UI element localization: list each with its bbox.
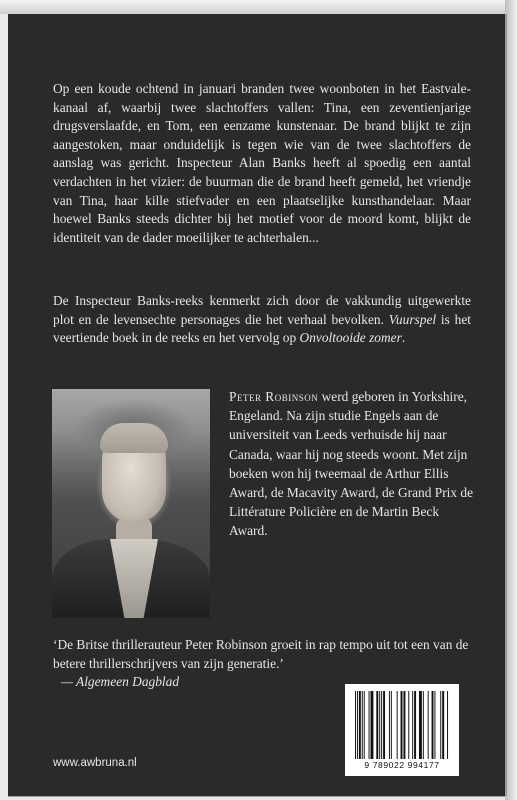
barcode-bar bbox=[419, 691, 422, 759]
author-photo bbox=[52, 389, 210, 618]
barcode-bar bbox=[359, 691, 361, 759]
barcode-bar bbox=[423, 691, 424, 759]
barcode-bar bbox=[362, 691, 363, 759]
press-quote-source: — Algemeen Dagblad bbox=[61, 674, 180, 689]
series-text-1: De Inspecteur Banks-reeks kenmerkt zich door de vakkundig uitgewerkte plot en de levensechte personages die het verhaal bevolken. bbox=[53, 293, 471, 327]
barcode-bar bbox=[355, 691, 356, 759]
barcode-bar bbox=[412, 691, 413, 759]
barcode-bar bbox=[357, 691, 358, 759]
barcode-bar bbox=[391, 691, 392, 759]
barcode-bar bbox=[403, 691, 405, 759]
book-page-edge bbox=[505, 0, 517, 800]
barcode-bar bbox=[364, 691, 365, 759]
barcode-bar bbox=[389, 691, 390, 759]
barcode-bar bbox=[432, 691, 434, 759]
series-paragraph bbox=[53, 292, 471, 348]
author-bio-text: werd geboren in Yorkshire, Engeland. Na zijn studie Engels aan de universiteit van Leeds verhuisde hij naar Canada, waar hij nog steeds woont. Met zijn boeken won hij tweemaal de Arthur Ellis Award, de Macavity Award, de Grand Prix de Littérature Policière en de Martin Beck Award. bbox=[229, 389, 474, 539]
author-bio bbox=[229, 387, 474, 541]
barcode-bar bbox=[434, 691, 435, 759]
book-top-edge bbox=[0, 0, 517, 14]
barcode-bar bbox=[442, 691, 444, 759]
barcode-bar bbox=[408, 691, 409, 759]
isbn-barcode bbox=[345, 684, 459, 776]
barcode-bar bbox=[428, 691, 429, 759]
series-text-2: is het veertiende boek in de reeks en het vervolg op bbox=[53, 311, 471, 346]
isbn-digits: 9 789022 994177 bbox=[364, 760, 440, 770]
barcode-bars bbox=[355, 691, 449, 759]
series-text-3: . bbox=[401, 330, 406, 346]
barcode-bar bbox=[447, 691, 448, 759]
barcode-bar bbox=[383, 691, 385, 759]
barcode-bar bbox=[369, 691, 370, 759]
author-name: Peter Robinson bbox=[229, 389, 319, 404]
book-title-onvoltooide-zomer: Onvoltooide zomer bbox=[299, 330, 402, 346]
barcode-bar bbox=[397, 691, 398, 759]
barcode-bar bbox=[379, 691, 380, 759]
press-quote: ‘De Britse thrillerauteur Peter Robinson groeit in rap tempo uit tot een van de betere thrillerschrijvers van zijn generatie.’ bbox=[53, 637, 469, 671]
barcode-bar bbox=[381, 691, 382, 759]
synopsis-paragraph: Op een koude ochtend in januari branden twee woonboten in het Eastvale-kanaal af, waarbij twee slachtoffers vallen: Tina, een zeventienjarige drugsverslaafde, en Tom, een eenzame kunstenaar. De brand blijkt te zijn aangestoken, maar onduidelijk is tegen wie van de twee slachtoffers de aanslag was gericht. Inspecteur Alan Banks heeft al spoedig een aantal verdachten in het vizier: de buurman die de brand heeft gemeld, het vriendje van Tina, haar kille stiefvader en een plaatselijke kunsthandelaar. Maar hoewel Banks steeds dichter bij het motief voor de moord komt, blijkt de identiteit van de dader moeilijker te achterhalen... bbox=[53, 81, 471, 245]
book-title-vuurspel: Vuurspel bbox=[388, 311, 437, 327]
barcode-bar bbox=[401, 691, 403, 759]
barcode-bar bbox=[440, 691, 441, 759]
barcode-bar bbox=[414, 691, 416, 759]
barcode-bar bbox=[376, 691, 378, 759]
barcode-bar bbox=[371, 691, 374, 759]
publisher-url[interactable]: www.awbruna.nl bbox=[53, 757, 137, 769]
